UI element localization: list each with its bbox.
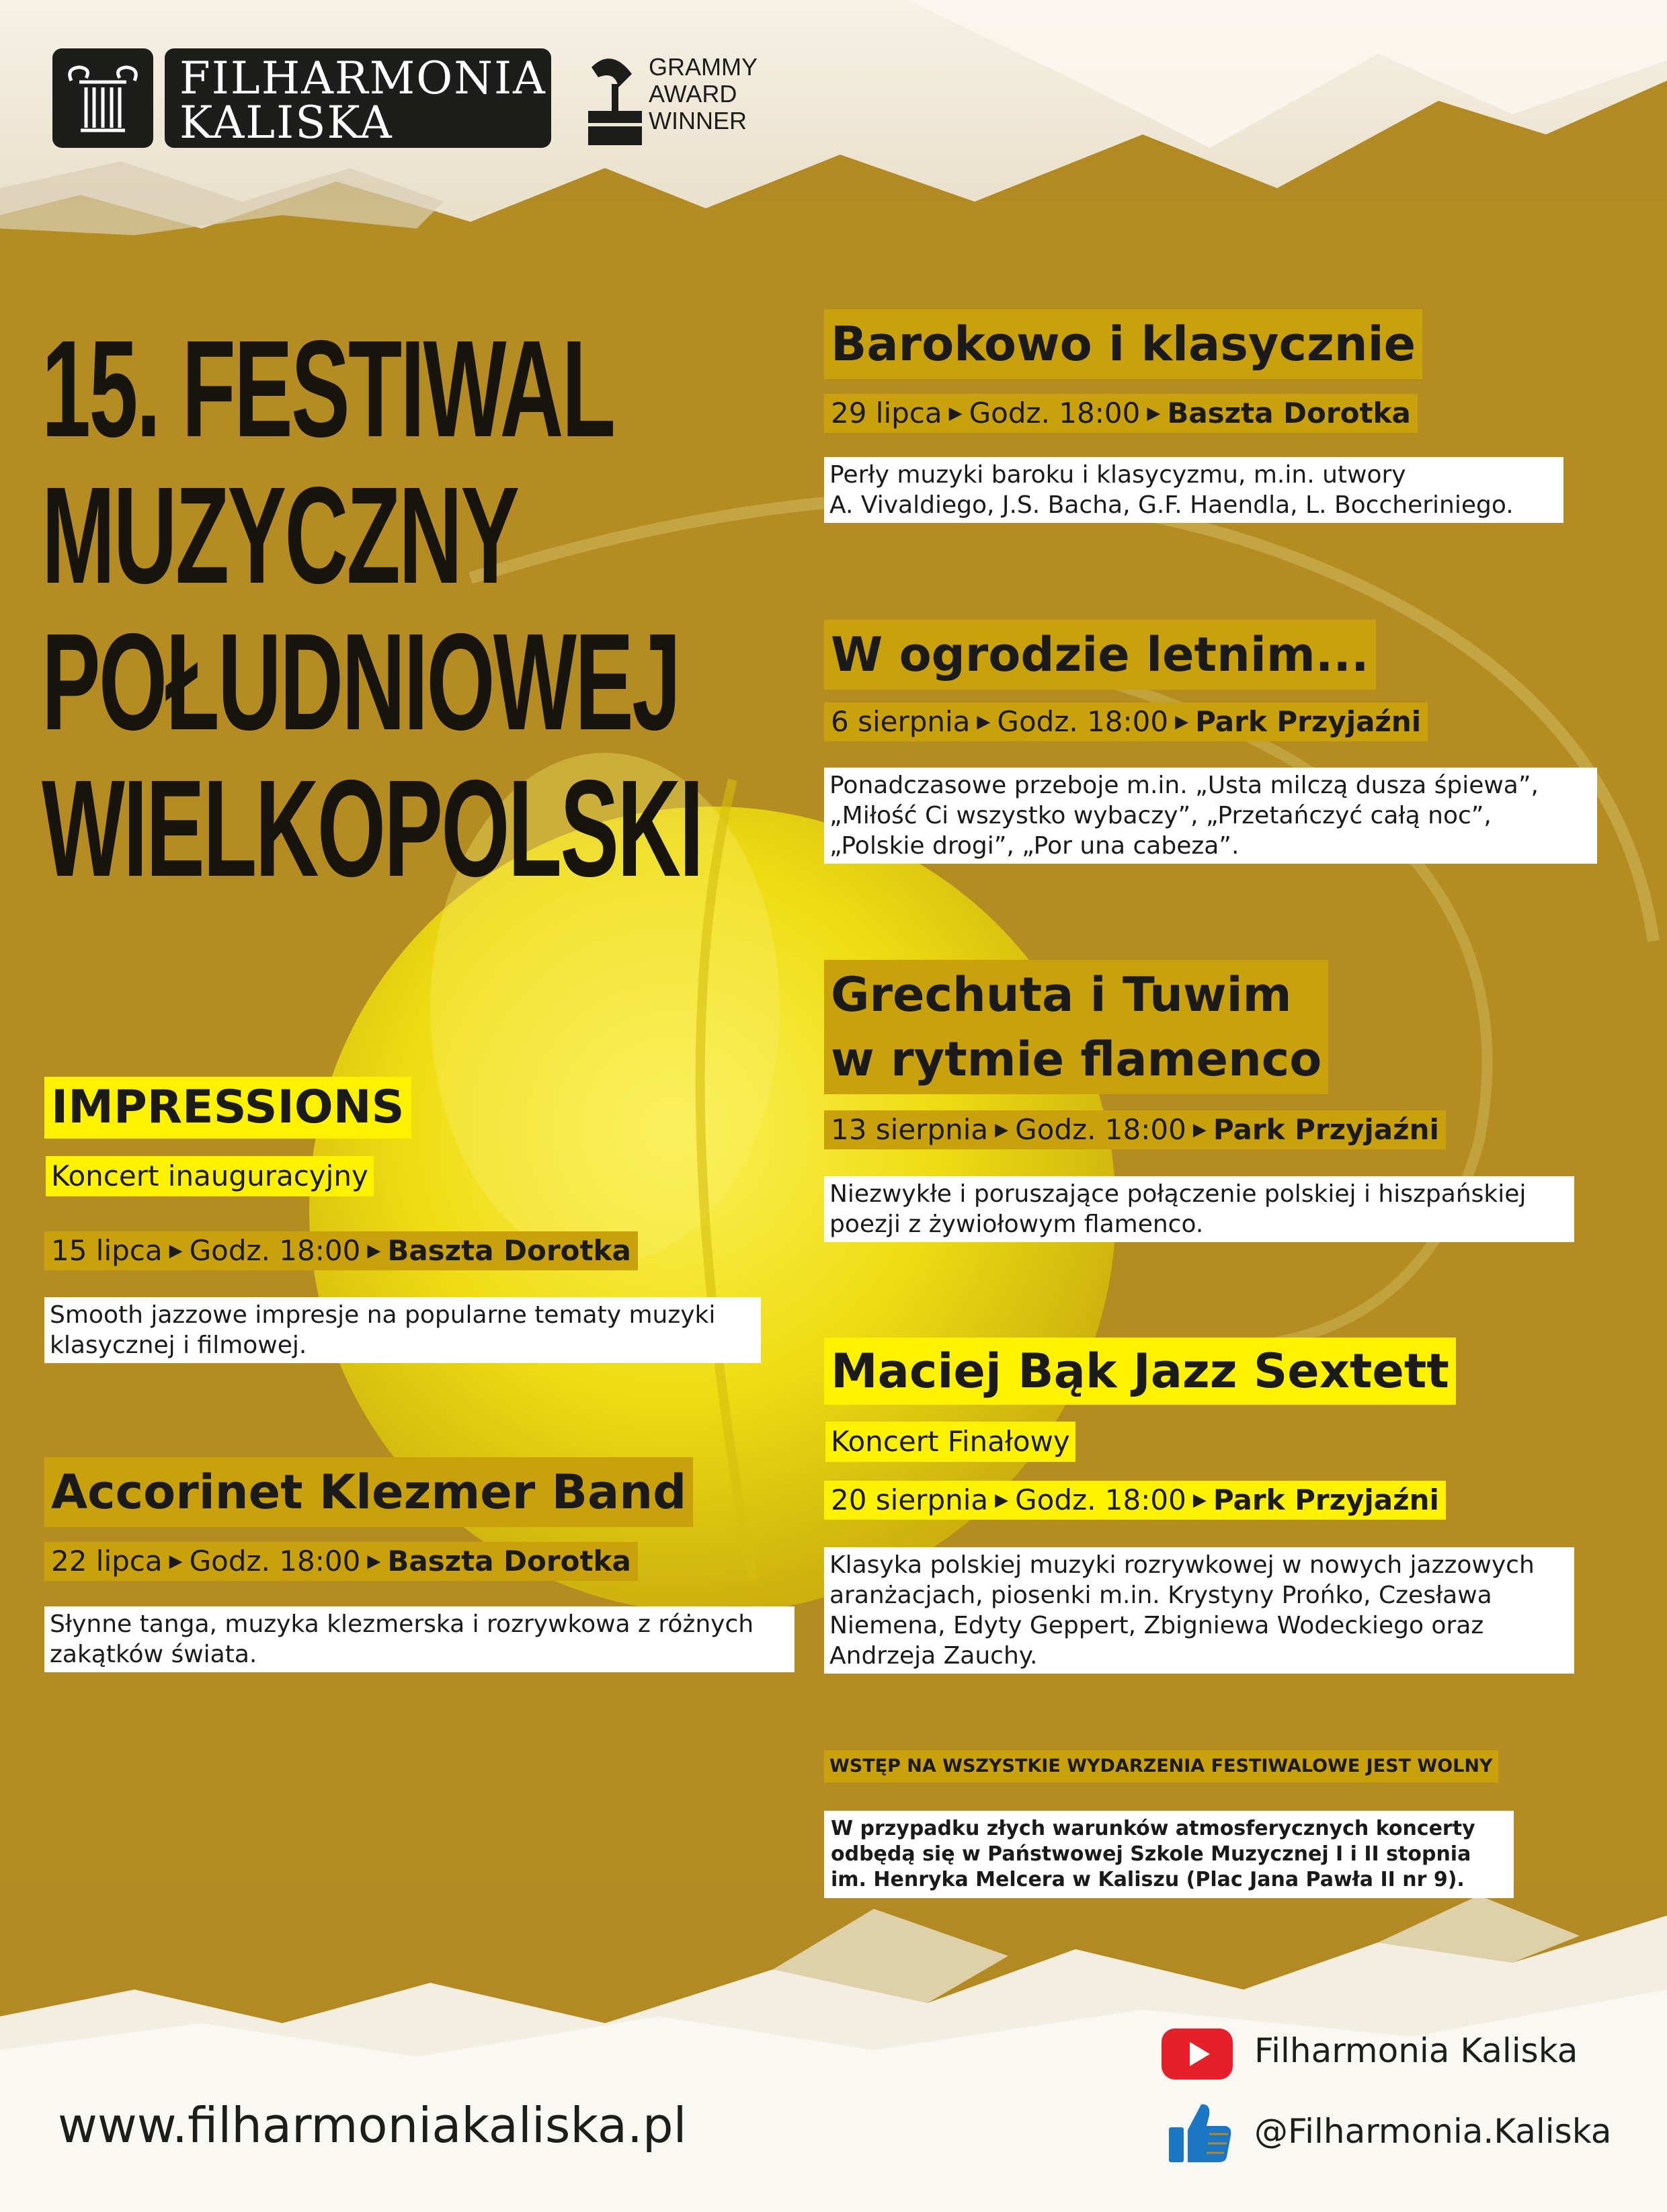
event-time: Godz. 18:00 xyxy=(189,1234,361,1267)
event-description-line: klasycznej i filmowej. xyxy=(50,1332,307,1359)
youtube-icon[interactable] xyxy=(1162,2029,1233,2080)
arrow-right-icon: ▶ xyxy=(995,1490,1009,1510)
arrow-right-icon: ▶ xyxy=(367,1241,381,1261)
event-description xyxy=(824,768,1597,864)
event-date: 15 lipca xyxy=(51,1234,163,1267)
arrow-right-icon: ▶ xyxy=(1175,712,1189,732)
event-place: Baszta Dorotka xyxy=(387,1545,631,1578)
event-date: 20 sierpnia xyxy=(831,1483,989,1516)
event-meta xyxy=(824,702,1428,741)
filharmonia-column-logo xyxy=(52,48,153,148)
event-title-line: w rytmie flamenco xyxy=(831,1032,1322,1087)
event-meta xyxy=(824,1481,1446,1520)
arrow-right-icon: ▶ xyxy=(1192,1120,1207,1140)
event-meta xyxy=(44,1231,638,1270)
event-subtitle: Koncert Finałowy xyxy=(825,1422,1075,1462)
event-time: Godz. 18:00 xyxy=(969,397,1141,429)
event-description xyxy=(824,457,1563,523)
weather-notice-line: odbędą się w Państwowej Szkole Muzycznej I i II stopnia xyxy=(831,1842,1471,1866)
event-time: Godz. 18:00 xyxy=(997,705,1169,738)
grammy-line2: AWARD xyxy=(649,80,737,108)
event-description-line: Smooth jazzowe impresje na popularne tematy muzyki xyxy=(50,1301,716,1329)
event-meta xyxy=(44,1542,638,1581)
event-place: Baszta Dorotka xyxy=(1167,397,1411,429)
logo-column-icon xyxy=(52,48,153,148)
arrow-right-icon: ▶ xyxy=(995,1120,1009,1140)
event-meta xyxy=(824,394,1418,433)
event-time: Godz. 18:00 xyxy=(189,1545,361,1578)
event-description xyxy=(44,1297,761,1363)
title-line3: POŁUDNIOWEJ xyxy=(42,605,680,759)
event-description-line: A. Vivaldiego, J.S. Bacha, G.F. Haendla, L. Boccheriniego. xyxy=(829,491,1514,519)
event-place: Park Przyjaźni xyxy=(1195,705,1422,738)
event-place: Park Przyjaźni xyxy=(1213,1483,1439,1516)
event-date: 29 lipca xyxy=(831,397,942,429)
event-title: Accorinet Klezmer Band xyxy=(44,1457,693,1527)
arrow-right-icon: ▶ xyxy=(367,1551,381,1571)
event-description-line: Klasyka polskiej muzyki rozrywkowej w nowych jazzowych xyxy=(829,1551,1535,1579)
grammy-line1: GRAMMY xyxy=(649,53,758,81)
event-date: 6 sierpnia xyxy=(831,705,971,738)
arrow-right-icon: ▶ xyxy=(1192,1490,1207,1510)
event-date: 13 sierpnia xyxy=(831,1113,989,1146)
event-time: Godz. 18:00 xyxy=(1015,1483,1186,1516)
event-description xyxy=(824,1547,1574,1674)
event-description-line: Perły muzyki baroku i klasycyzmu, m.in. utwory xyxy=(829,461,1406,489)
event-description-line: „Polskie drogi”, „Por una cabeza”. xyxy=(829,832,1239,860)
weather-notice-line: W przypadku złych warunków atmosferycznych koncerty xyxy=(831,1817,1475,1840)
event-title: Maciej Bąk Jazz Sextett xyxy=(824,1338,1456,1405)
event-title-line: Grechuta i Tuwim xyxy=(831,967,1292,1022)
event-description-line: „Miłość Ci wszystko wybaczy”, „Przetańczyć całą noc”, xyxy=(829,802,1492,829)
event-title: IMPRESSIONS xyxy=(44,1077,411,1139)
facebook-page-label[interactable]: @Filharmonia.Kaliska xyxy=(1254,2112,1612,2151)
event-description-line: zakątków świata. xyxy=(50,1641,257,1668)
arrow-right-icon: ▶ xyxy=(169,1551,183,1571)
arrow-right-icon: ▶ xyxy=(977,712,991,732)
event-title: Barokowo i klasycznie xyxy=(824,309,1422,379)
event-description-line: Niemena, Edyty Geppert, Zbigniewa Wodeckiego oraz xyxy=(829,1612,1484,1639)
title-line2: MUZYCZNY xyxy=(42,458,518,612)
event-description-line: aranżacjach, piosenki m.in. Krystyny Prońko, Czesława xyxy=(829,1582,1492,1609)
event-description-line: poezji z żywiołowym flamenco. xyxy=(829,1211,1204,1238)
logo-line1: FILHARMONIA xyxy=(179,52,546,104)
weather-notice-line: im. Henryka Melcera w Kaliszu (Plac Jana Pawła II nr 9). xyxy=(831,1868,1465,1891)
event-time: Godz. 18:00 xyxy=(1015,1113,1186,1146)
grammy-award xyxy=(649,54,758,134)
youtube-channel-label[interactable]: Filharmonia Kaliska xyxy=(1254,2031,1578,2070)
website-link[interactable]: www.filharmoniakaliska.pl xyxy=(58,2097,687,2154)
title-line4: WIELKOPOLSKI xyxy=(42,751,702,905)
event-description-line: Andrzeja Zauchy. xyxy=(829,1642,1038,1670)
title-line1: 15. FESTIWAL xyxy=(42,312,614,466)
event-title: W ogrodzie letnim... xyxy=(824,620,1376,690)
event-place: Baszta Dorotka xyxy=(387,1234,631,1267)
event-description-line: Niezwykłe i poruszające połączenie polskiej i hiszpańskiej xyxy=(829,1180,1527,1208)
facebook-like-icon[interactable] xyxy=(1166,2100,1233,2165)
grammy-line3: WINNER xyxy=(649,107,747,134)
arrow-right-icon: ▶ xyxy=(169,1241,183,1261)
event-description-line: Ponadczasowe przeboje m.in. „Usta milczą dusza śpiewa”, xyxy=(829,772,1539,799)
event-date: 22 lipca xyxy=(51,1545,163,1578)
event-subtitle: Koncert inauguracyjny xyxy=(46,1156,374,1196)
arrow-right-icon: ▶ xyxy=(948,403,963,423)
event-title xyxy=(824,960,1328,1094)
filharmonia-wordmark xyxy=(165,48,551,148)
event-description xyxy=(44,1606,795,1672)
weather-notice xyxy=(824,1811,1514,1898)
free-entry-notice: WSTĘP NA WSZYSTKIE WYDARZENIA FESTIWALOWE JEST WOLNY xyxy=(824,1750,1498,1783)
event-description xyxy=(824,1176,1574,1242)
event-description-line: Słynne tanga, muzyka klezmerska i rozrywkowa z różnych xyxy=(50,1610,754,1638)
event-place: Park Przyjaźni xyxy=(1213,1113,1439,1146)
event-meta xyxy=(824,1110,1446,1149)
arrow-right-icon: ▶ xyxy=(1147,403,1161,423)
logo-line2: KALISKA xyxy=(179,97,393,149)
gramophone-icon xyxy=(585,47,645,148)
